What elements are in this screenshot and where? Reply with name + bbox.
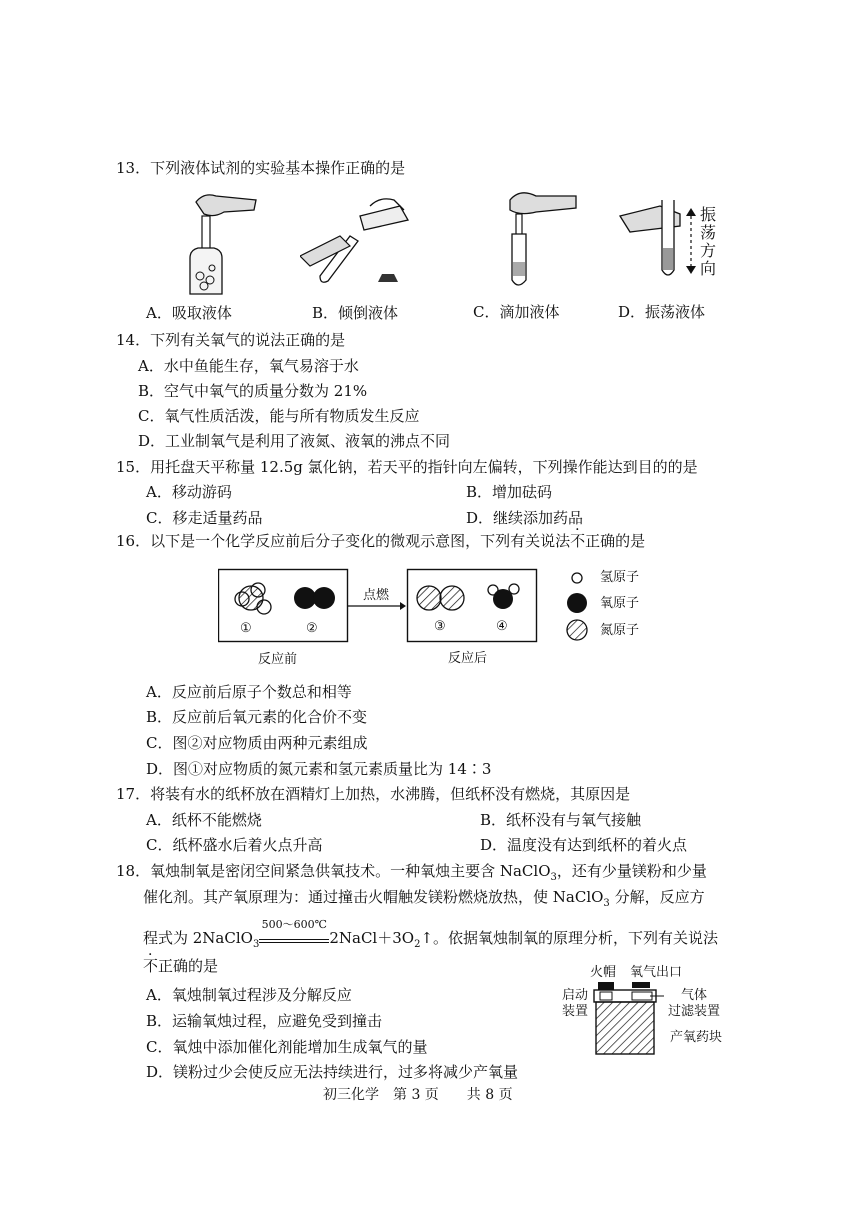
q15-option-d: D．继续添加药品 (466, 509, 584, 527)
label-outlet: 氧气出口 (630, 965, 683, 980)
q18-option-c: C．氧烛中添加催化剂能增加生成氧气的量 (146, 1038, 428, 1056)
marker-4: ④ (496, 619, 508, 634)
q17-option-d: D．温度没有达到纸杯的着火点 (480, 836, 688, 854)
q18-option-d: D．镁粉过少会使反应无法持续进行，过多将减少产氧量 (146, 1063, 519, 1081)
q16-option-c: C．图②对应物质由两种元素组成 (146, 734, 368, 752)
label-block: 产氧药块 (670, 1030, 723, 1045)
q14-option-b: B．空气中氧气的质量分数为 21% (138, 382, 368, 400)
before-label: 反应前 (258, 652, 298, 667)
q15-option-a: A．移动游码 (146, 483, 232, 501)
legend-symbols (563, 566, 593, 646)
after-label: 反应后 (448, 651, 488, 666)
legend-oxygen: 氧原子 (600, 596, 640, 611)
q13-fig-d-shaking (618, 196, 688, 286)
q13-option-d: D．振荡液体 (618, 303, 706, 321)
q13-option-c: C．滴加液体 (473, 303, 560, 321)
q18-line-1: 18．氧烛制氧是密闭空间紧急供氧技术。一种氧烛主要含 NaClO$_3$，还有少量镁粉和少量 (116, 862, 707, 883)
label-filter: 气体 过滤装置 (668, 988, 721, 1019)
marker-1: ① (240, 621, 252, 636)
q17-stem: 17．将装有水的纸杯放在酒精灯上加热，水沸腾，但纸杯没有燃烧，其原因是 (116, 785, 631, 803)
q17-option-b: B．纸杯没有与氧气接触 (480, 811, 642, 829)
q13-fig-c-dropping (496, 190, 586, 290)
q13-fig-a-dropper-bottle (176, 188, 266, 298)
q18-equation-line: 程式为 2NaClO$_3$ 500～600℃ $2NaCl+3O_2↑$。依据氧烛制氧的原理分析，下列有关说法 (143, 918, 719, 950)
q18-line-4: 不正确的是 (143, 957, 219, 975)
q14-option-a: A．水中鱼能生存，氧气易溶于水 (138, 357, 359, 375)
q16-stem: 16．以下是一个化学反应前后分子变化的微观示意图，下列有关说法不正确的是 (116, 532, 646, 550)
q16-option-d: D．图①对应物质的氮元素和氢元素质量比为 14∶3 (146, 760, 492, 778)
q18-line-2: 催化剂。其产氧原理为：通过撞击火帽触发镁粉燃烧放热，使 NaClO$_3$ 分解，反应方 (143, 888, 705, 909)
q13-fig-b-pouring (300, 196, 420, 296)
marker-2: ② (306, 621, 318, 636)
q16-option-a: A．反应前后原子个数总和相等 (146, 683, 352, 701)
label-cap: 火帽 (590, 965, 617, 980)
label-starter: 启动 装置 (562, 988, 589, 1019)
q17-option-a: A．纸杯不能燃烧 (146, 811, 262, 829)
q14-option-d: D．工业制氧气是利用了液氮、液氧的沸点不同 (138, 432, 451, 450)
marker-3: ③ (434, 619, 446, 634)
q18-option-a: A．氧烛制氧过程涉及分解反应 (146, 986, 352, 1004)
page-footer: 初三化学 第 3 页 共 8 页 (323, 1087, 513, 1103)
q13-option-a: A．吸取液体 (146, 304, 232, 322)
q17-option-c: C．纸杯盛水后着火点升高 (146, 836, 323, 854)
q15-option-b: B．增加砝码 (466, 483, 553, 501)
q13-stem: 13．下列液体试剂的实验基本操作正确的是 (116, 159, 406, 177)
q15-option-c: C．移走适量药品 (146, 509, 263, 527)
q18-option-b: B．运输氧烛过程，应避免受到撞击 (146, 1012, 383, 1030)
shake-direction-label: 振 荡 方 向 (700, 205, 717, 278)
legend-hydrogen: 氢原子 (600, 570, 640, 585)
reaction-condition: 500～600℃ (259, 929, 329, 943)
legend-nitrogen: 氮原子 (600, 623, 640, 638)
oxygen-candle-diagram (592, 980, 672, 1058)
q14-stem: 14．下列有关氧气的说法正确的是 (116, 331, 346, 349)
q13-option-b: B．倾倒液体 (312, 304, 399, 322)
q14-option-c: C．氧气性质活泼，能与所有物质发生反应 (138, 407, 420, 425)
q15-stem: 15．用托盘天平称量 12.5g 氯化钠，若天平的指针向左偏转，下列操作能达到目的的是 (116, 458, 698, 476)
arrow-label-ignite: 点燃 (363, 588, 390, 603)
shake-direction-arrow (684, 206, 698, 276)
q16-option-b: B．反应前后氧元素的化合价不变 (146, 708, 368, 726)
